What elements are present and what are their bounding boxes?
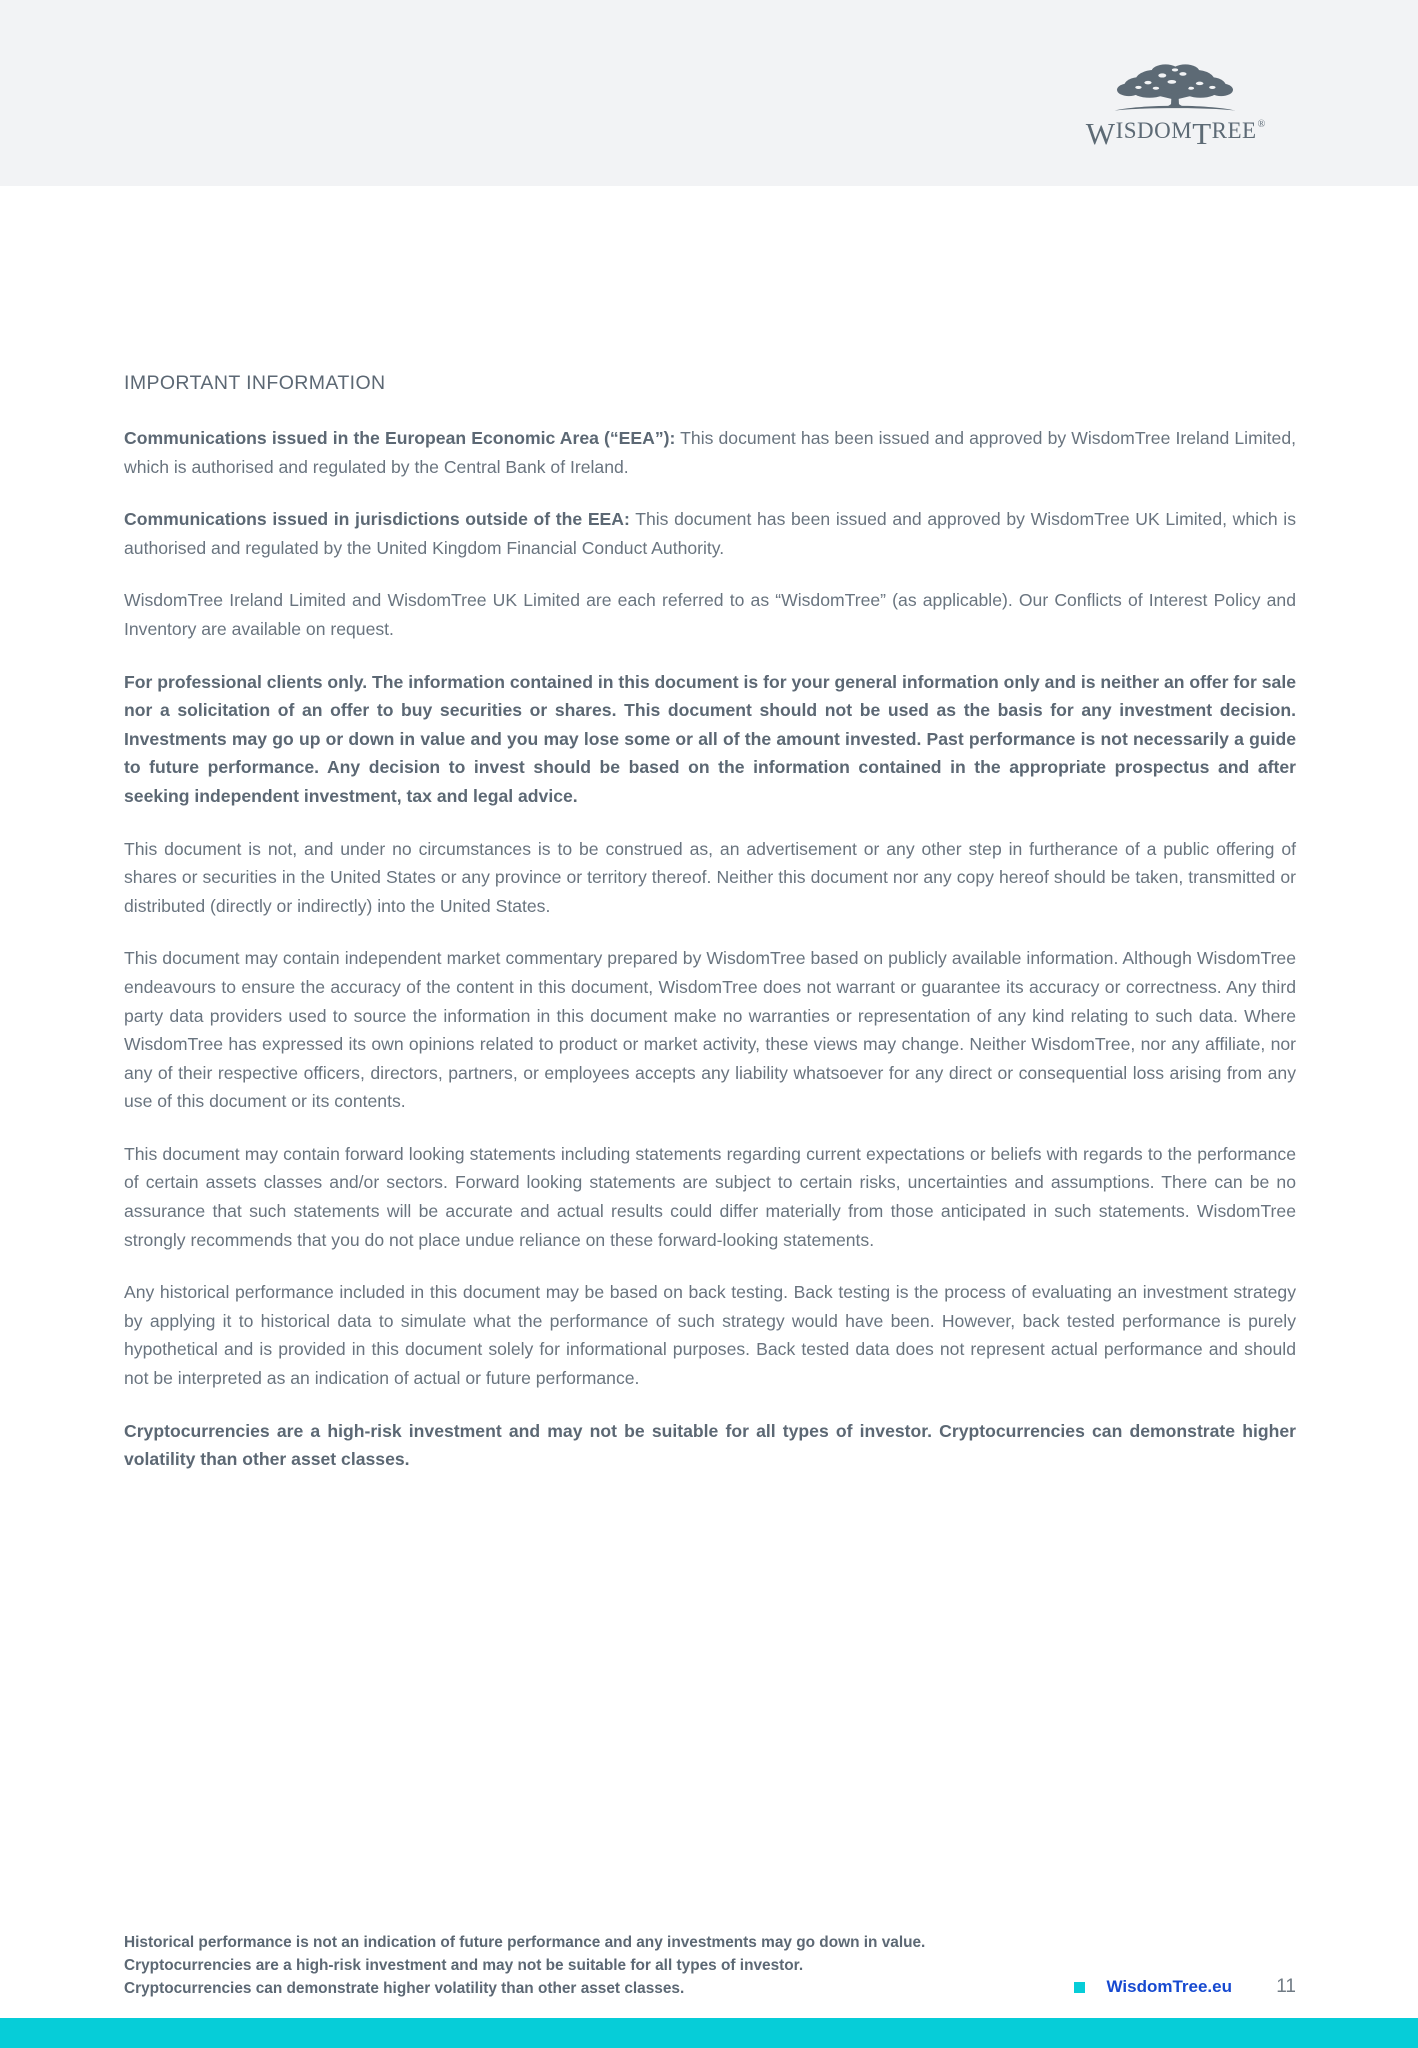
paragraph-professional-clients: For professional clients only. The information contained in this document is for your general information only and is neither an offer for sale nor a solicitation of an offer to buy securities or shares. This document should not be used as the basis for any investment decision. Investments may go up or down in value and you may lose some or all of the amount invested. Past performance is not necessarily a guide to future performance. Any decision to invest should be based on the information contained in the appropriate prospectus and after seeking independent investment, tax and legal advice. xyxy=(124,671,1296,806)
paragraph-market-commentary: This document may contain independent market commentary prepared by WisdomTree based on publicly available information. Although WisdomTree endeavours to ensure the accuracy of the content in this document, WisdomTree does not warrant or guarantee its accuracy or correctness. Any third party data providers used to source the information in this document make no warranties or representation of any kind relating to such data. Where WisdomTree has expressed its own opinions related to product or market activity, these views may change. Neither WisdomTree, nor any affiliate, nor any of their respective officers, directors, partners, or employees accepts any liability whatsoever for any direct or consequential loss arising from any use of this document or its contents. xyxy=(124,948,1296,1112)
logo-wordmark-w: W xyxy=(1085,116,1116,151)
paragraph-eea xyxy=(124,424,1296,481)
footer-disclaimer-line-2: Cryptocurrencies are a high-risk investment and may not be suitable for all types of investor. xyxy=(124,1957,804,1974)
wisdomtree-logo xyxy=(1060,58,1290,158)
page-title: IMPORTANT INFORMATION xyxy=(124,372,386,394)
paragraph-cryptocurrency-risk: Cryptocurrencies are a high-risk investment and may not be suitable for all types of investor. Cryptocurrencies can demonstrate higher volatility than other asset classes. xyxy=(124,1420,1296,1470)
paragraph-united-states: This document is not, and under no circumstances is to be construed as, an advertisement or any other step in furtherance of a public offering of shares or securities in the United States or any province or territory thereof. Neither this document nor any copy hereof should be taken, transmitted or distributed (directly or indirectly) into the United States. xyxy=(124,838,1296,916)
square-bullet-icon xyxy=(1074,1982,1085,1993)
logo-wordmark-ree: REE xyxy=(1211,118,1257,143)
footer-accent-bar xyxy=(0,2018,1418,2048)
logo-wordmark-isdom: ISDOM xyxy=(1115,118,1193,143)
page-number: 11 xyxy=(1276,1976,1296,1997)
paragraph-back-testing: Any historical performance included in this document may be based on back testing. Back testing is the process of evaluating an investment strategy by applying it to historical data to simulate what the performance of such strategy would have been. However, back tested performance is purely hypothetical and is provided in this document solely for informational purposes. Back tested data does not represent actual performance and should not be interpreted as an indication of actual or future performance. xyxy=(124,1282,1296,1389)
footer-disclaimer-line-1: Historical performance is not an indication of future performance and any investments may go down in value. xyxy=(124,1934,926,1951)
footer-link-group xyxy=(1074,1976,1297,1998)
tree-icon xyxy=(1095,58,1255,120)
paragraph-outside-eea-body: This document has been issued and approved by WisdomTree UK Limited, which is authorised and regulated by the United Kingdom Financial Conduct Authority. xyxy=(124,509,1296,558)
logo-wordmark-t: T xyxy=(1192,116,1212,151)
document-body xyxy=(124,372,1296,1474)
paragraph-eea-lead: Communications issued in the European Economic Area (“EEA”): xyxy=(124,428,676,448)
page-footer xyxy=(124,1931,1296,2000)
page-header-band xyxy=(0,0,1418,186)
paragraph-outside-eea-lead: Communications issued in jurisdictions outside of the EEA: xyxy=(124,509,630,530)
registered-trademark-icon: ® xyxy=(1257,119,1266,130)
logo-wordmark xyxy=(1086,118,1264,149)
paragraph-eea-body: This document has been issued and approved by WisdomTree Ireland Limited, which is authorised and regulated by the Central Bank of Ireland. xyxy=(124,428,1296,477)
footer-disclaimer-line-3: Cryptocurrencies can demonstrate higher volatility than other asset classes. xyxy=(124,1980,685,1997)
paragraph-entity-definition: WisdomTree Ireland Limited and WisdomTree UK Limited are each referred to as “WisdomTree” (as applicable). Our Conflicts of Interest Policy and Inventory are available on request. xyxy=(124,590,1296,639)
wisdomtree-website-link[interactable]: WisdomTree.eu xyxy=(1106,1977,1232,1996)
paragraph-forward-looking: This document may contain forward looking statements including statements regarding current expectations or beliefs with regards to the performance of certain assets classes and/or sectors. Forward looking statements are subject to certain risks, uncertainties and assumptions. There can be no assurance that such statements will be accurate and actual results could differ materially from those anticipated in such statements. WisdomTree strongly recommends that you do not place undue reliance on these forward-looking statements. xyxy=(124,1143,1296,1250)
paragraph-outside-eea xyxy=(124,505,1296,562)
